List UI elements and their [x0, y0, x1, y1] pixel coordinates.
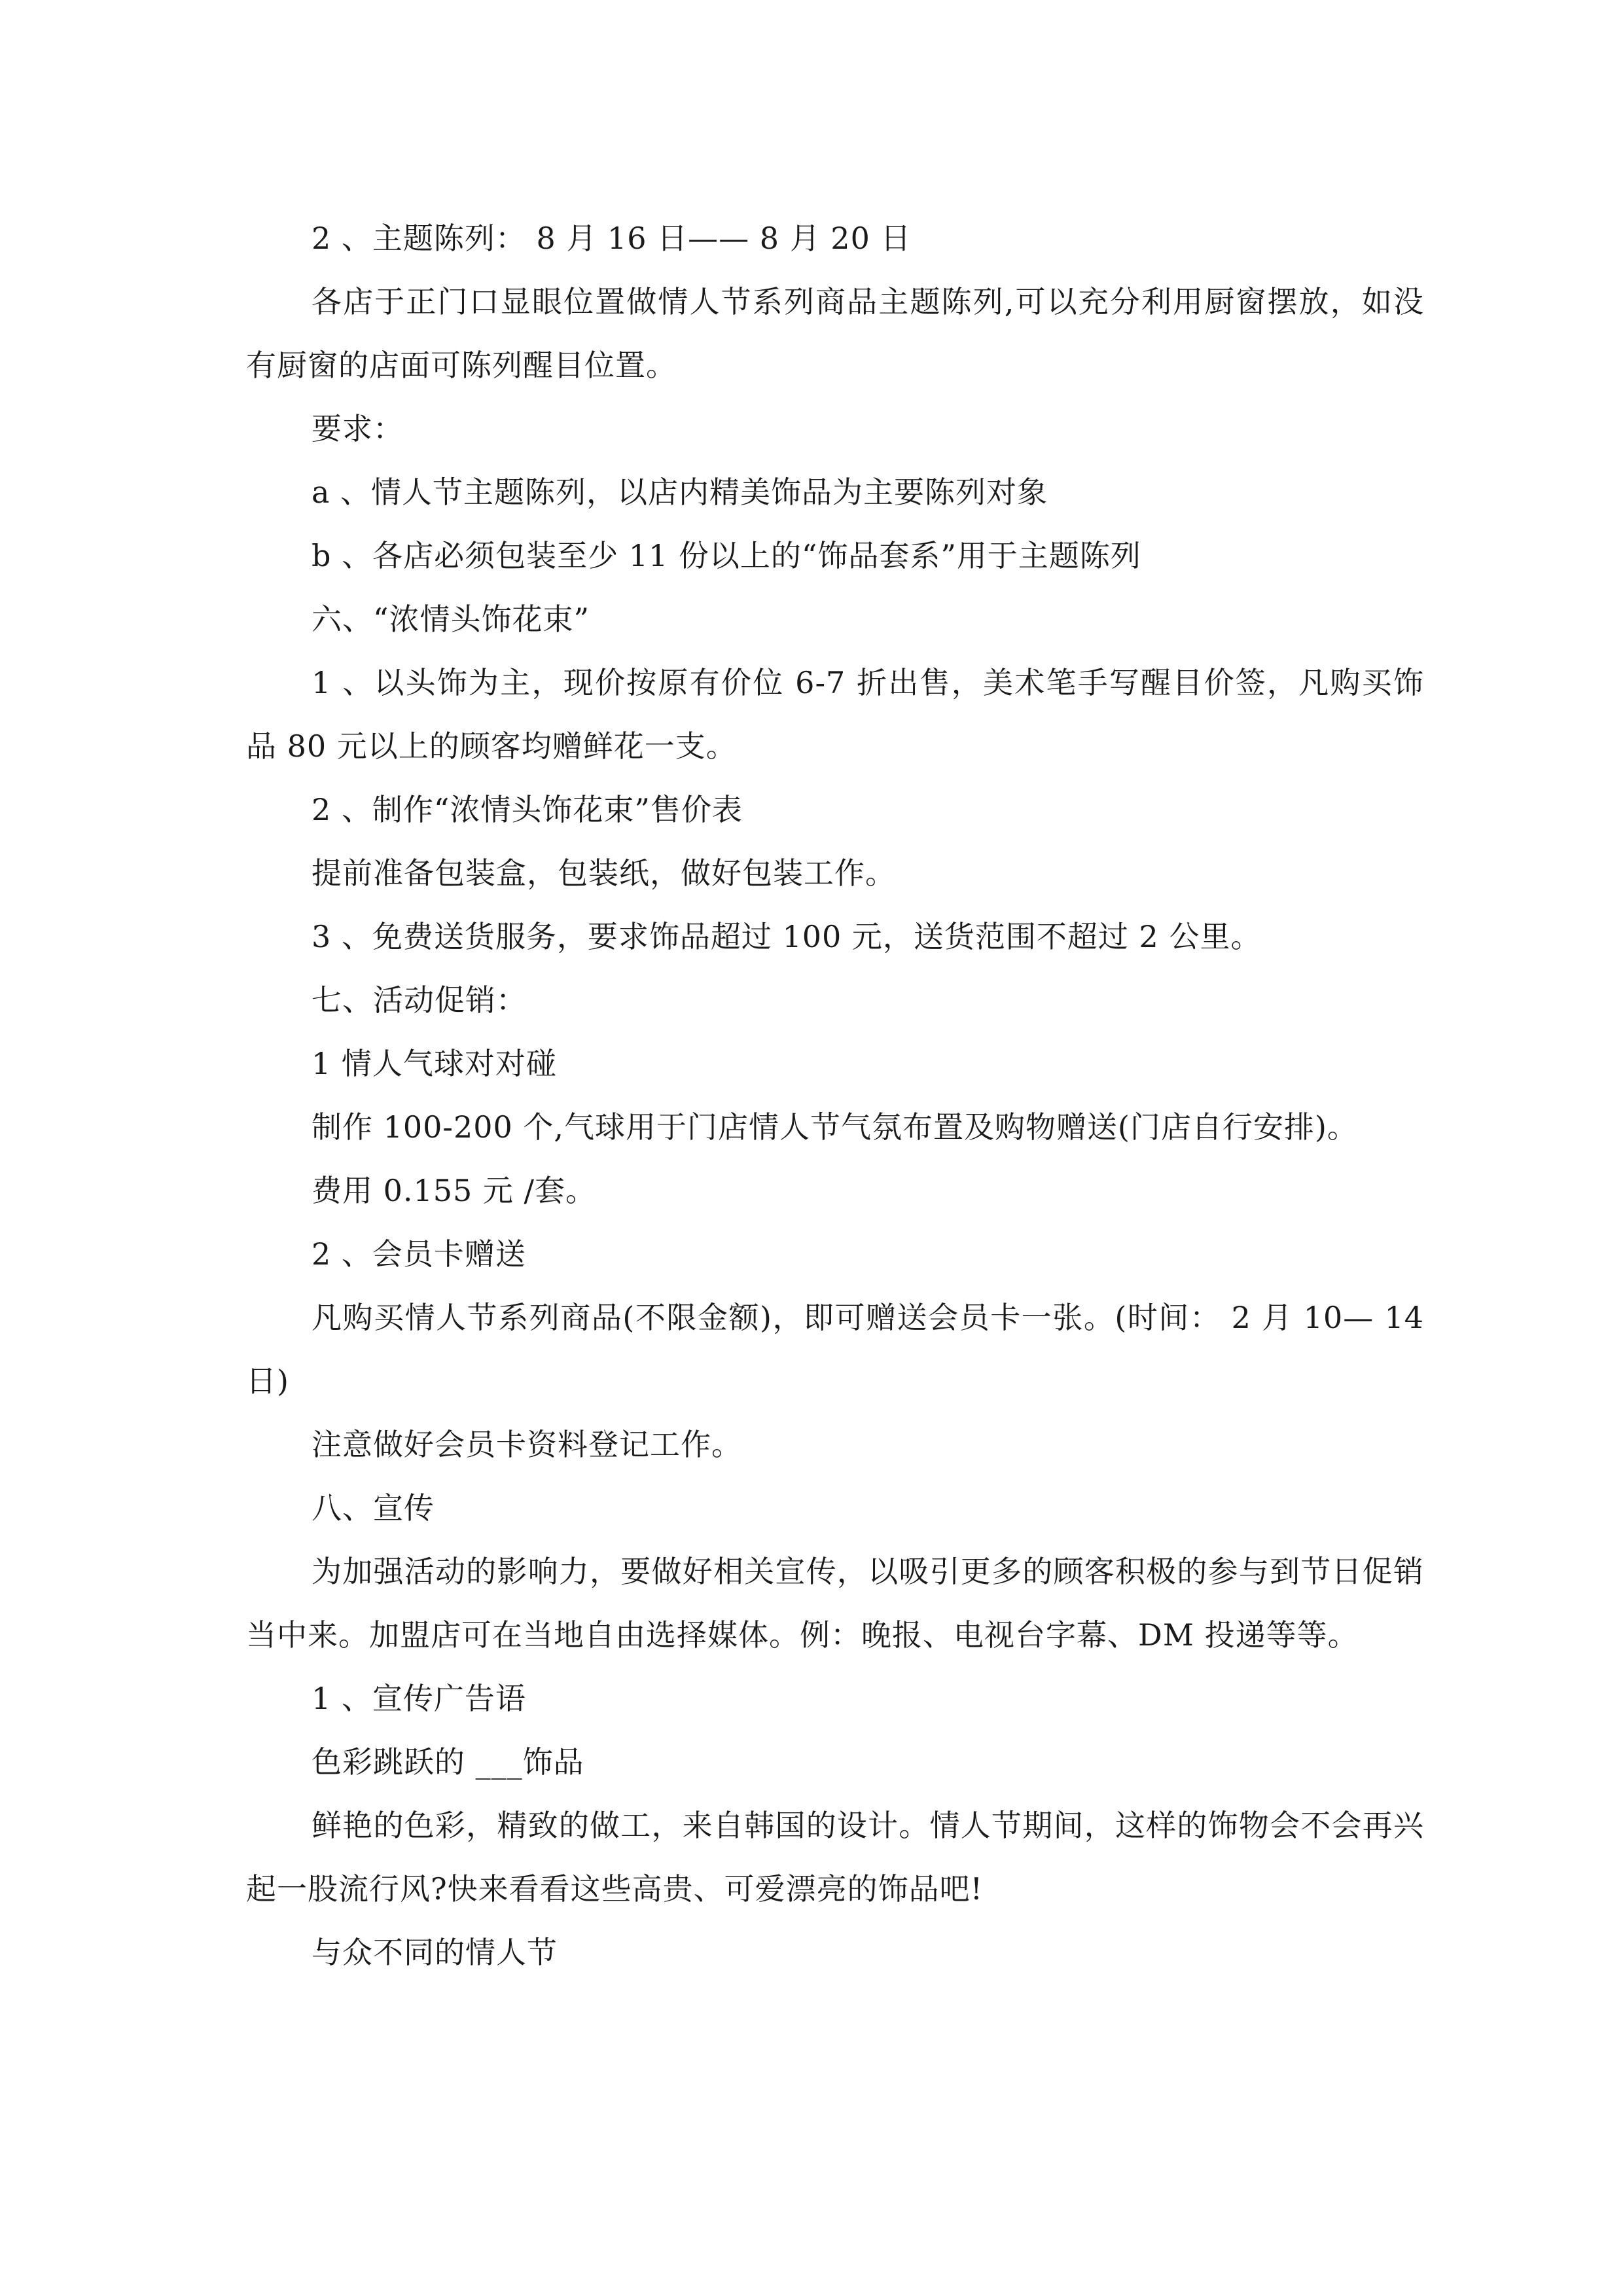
paragraph-publicity: 为加强活动的影响力，要做好相关宣传，以吸引更多的顾客积极的参与到节日促销当中来。加盟店可在当地自由选择媒体。例：晚报、电视台字幕、DM 投递等等。	[246, 1554, 1424, 1653]
paragraph-requirement-a: a 、情人节主题陈列，以店内精美饰品为主要陈列对象	[312, 475, 1048, 510]
paragraph-display-location: 各店于正门口显眼位置做情人节系列商品主题陈列,可以充分利用厨窗摆放，如没有厨窗的店面可陈列醒目位置。	[246, 284, 1424, 383]
document-body	[246, 207, 1435, 1984]
section-heading-eight: 八、宣传	[312, 1490, 435, 1526]
paragraph-balloon-production: 制作 100-200 个,气球用于门店情人节气氛布置及购物赠送(门店自行安排)。	[312, 1109, 1358, 1145]
paragraph-member-card: 2 、会员卡赠送	[312, 1236, 526, 1272]
paragraph-price-list: 2 、制作“浓情头饰花束”售价表	[312, 792, 743, 827]
paragraph-balloon: 1 情人气球对对碰	[312, 1046, 557, 1081]
paragraph-slogan-one: 色彩跳跃的 ___饰品	[312, 1744, 584, 1780]
paragraph-packaging: 提前准备包装盒，包装纸，做好包装工作。	[312, 855, 896, 891]
section-heading-six: 六、“浓情头饰花束”	[312, 601, 590, 637]
paragraph-headwear-discount: 1 、以头饰为主，现价按原有价位 6-7 折出售，美术笔手写醒目价签，凡购买饰品 80 元以上的顾客均赠鲜花一支。	[246, 665, 1424, 764]
paragraph-balloon-cost: 费用 0.155 元 /套。	[312, 1173, 597, 1208]
paragraph-requirement-b: b 、各店必须包装至少 11 份以上的“饰品套系”用于主题陈列	[312, 538, 1141, 573]
paragraph-display-date: 2 、主题陈列： 8 月 16 日—— 8 月 20 日	[312, 221, 912, 256]
paragraph-slogan-two: 与众不同的情人节	[312, 1935, 558, 1970]
paragraph-member-card-gift: 凡购买情人节系列商品(不限金额)，即可赠送会员卡一张。(时间： 2 月 10— 14 日)	[246, 1300, 1435, 1399]
paragraph-slogan-one-body: 鲜艳的色彩，精致的做工，来自韩国的设计。情人节期间，这样的饰物会不会再兴起一股流行风?快来看看这些高贵、可爱漂亮的饰品吧!	[246, 1808, 1424, 1907]
section-heading-seven: 七、活动促销：	[312, 982, 527, 1018]
paragraph-slogan-heading: 1 、宣传广告语	[312, 1681, 526, 1716]
paragraph-free-delivery: 3 、免费送货服务，要求饰品超过 100 元，送货范围不超过 2 公里。	[312, 919, 1262, 954]
paragraph-requirements-heading: 要求：	[312, 411, 404, 446]
paragraph-member-card-registration: 注意做好会员卡资料登记工作。	[312, 1427, 742, 1462]
